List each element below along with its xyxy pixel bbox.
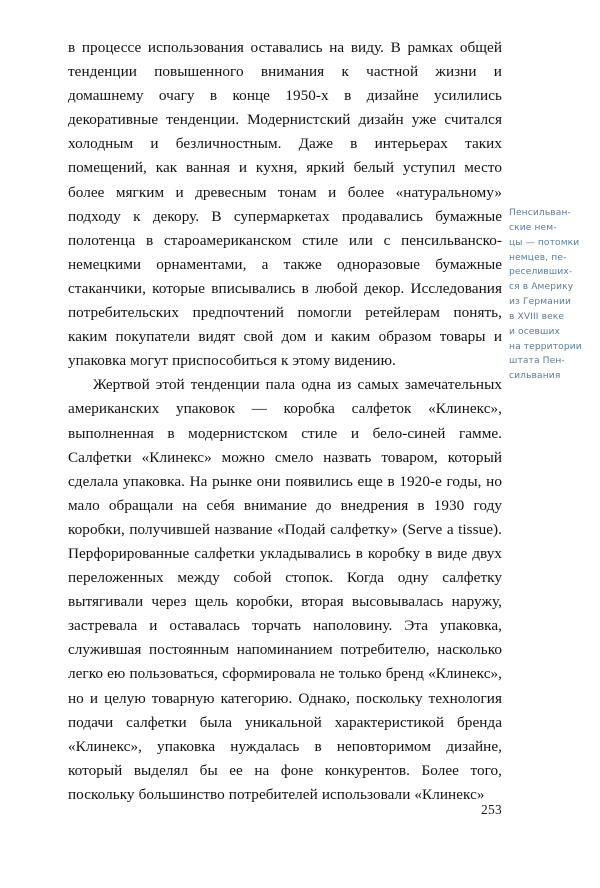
margin-note-line: немцев, пе-: [509, 252, 567, 263]
margin-note-line: в XVIII веке: [509, 311, 565, 322]
margin-note-line: и осевших: [509, 326, 561, 337]
margin-note-line: штата Пен-: [509, 356, 565, 367]
margin-note-line: из Германии: [509, 297, 572, 308]
margin-note-line: ские нем-: [509, 222, 557, 233]
margin-note-line: ся в Америку: [509, 282, 574, 293]
paragraph-1: в процессе использования оставались на виду. В рамках общей тенденции повышенного внимания к частной жизни и домашнему очагу в конце 1950-х в дизайне усилились декоративные тенденции. Модернистский дизайн уже считался холодным и безличностным. Даже в интерьерах таких помещений, как ванная и кухня, яркий белый уступил место более мягким и древесным тонам и более «натуральному» подходу к декору. В супермаркетах продавались бумажные полотенца в староамериканском стиле или с пенсильванско-немецкими орнаментами, а также одноразовые бумажные стаканчики, которые вписывались в любой декор. Исследования потребительских предпочтений помогли ретейлерам понять, каким покупатели видят свой дом и каким образом товары и упаковка могут приспособиться к этому видению.: [68, 39, 502, 370]
margin-note-line: на территории: [509, 341, 582, 352]
margin-note-line: реселивших-: [509, 267, 573, 278]
body-text-column: [68, 36, 502, 807]
margin-note-line: цы — потомки: [509, 237, 580, 248]
paragraph-2: Жертвой этой тенденции пала одна из самых замечательных американских упаковок — коробка салфеток «Клинекс», выполненная в модернистском стиле и бело-синей гамме. Салфетки «Клинекс» можно смело назвать товаром, который сделала упаковка. На рынке они появились еще в 1920-е годы, но мало обращали на себя внимание до внедрения в 1930 году коробки, получившей название «Подай салфетку» (Serve a tissue). Перфорированные салфетки укладывались в коробку в виде двух переложенных между собой стопок. Когда одну салфетку вытягивали через щель коробки, вторая высовывалась наружу, застревала и оставалась торчать наполовину. Эта упаковка, служившая постоянным напоминанием потребителю, насколько легко ею пользоваться, сформировала не только бренд «Клинекс», но и целую товарную категорию. Однако, поскольку технология подачи салфетки была уникальной характеристикой бренда «Клинекс», упаковка нуждалась в неповторимом дизайне, который выделял бы ее на фоне конкурентов. Более того, поскольку большинство потребителей использовали «Клинекс»: [68, 376, 502, 803]
margin-note-line: Пенсильван-: [509, 208, 571, 218]
margin-note-line: сильвания: [509, 371, 561, 382]
margin-note: [509, 206, 593, 384]
page-number: 253: [481, 802, 502, 817]
